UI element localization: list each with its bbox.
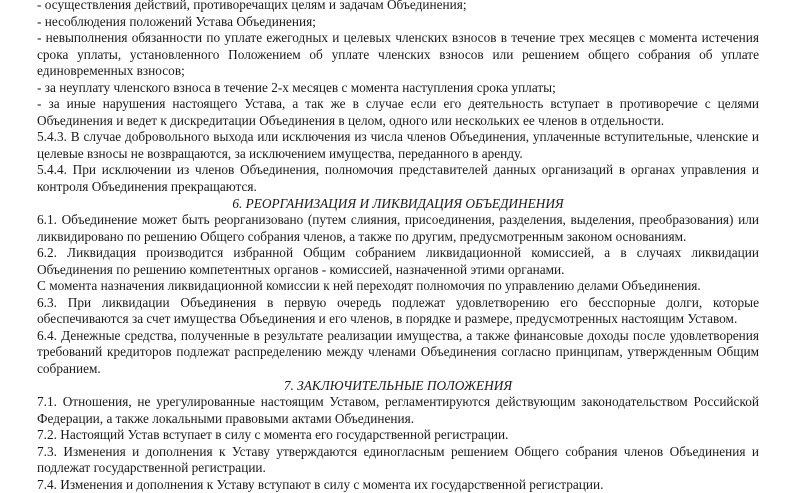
section-6-heading: 6. РЕОРГАНИЗАЦИЯ И ЛИКВИДАЦИЯ ОБЪЕДИНЕНИЯ: [232, 195, 564, 211]
list-item-non-payment: - за неуплату членского взноса в течение 2-х месяцев с момента наступления срока уплаты;: [37, 79, 556, 95]
paragraph-7-4: 7.4. Изменения и дополнения к Уставу вступают в силу с момента их государственной регистрации.: [37, 476, 604, 492]
list-item-actions: - осуществления действий, противоречащих целям и задачам Объединения;: [37, 0, 467, 12]
list-item-non-compliance: - несоблюдения положений Устава Объединения;: [37, 13, 316, 29]
paragraph-7-2: 7.2. Настоящий Устав вступает в силу с момента его государственной регистрации.: [37, 427, 509, 443]
section-7-heading: 7. ЗАКЛЮЧИТЕЛЬНЫЕ ПОЛОЖЕНИЯ: [283, 377, 513, 393]
paragraph-6-2-cont: С момента назначения ликвидационной комиссии к ней переходят полномочия по управлению делами Объединения.: [37, 278, 701, 294]
paragraph-6-4: 6.4. Денежные средства, полученные в результате реализации имущества, а также финансовые доходы после удовлетворения требований кредиторов подлежат распределению между членами Объединения согласно принципам, утвержденным Общим собранием.: [37, 327, 759, 377]
list-item-fees-obligation: - невыполнения обязанности по уплате ежегодных и целевых членских взносов в течение трех месяцев с момента истечения срока уплаты, установленного Положением об уплате членских взносов или решением общего собрания об уплате единовременных взносов;: [37, 30, 759, 79]
paragraph-6-3: 6.3. При ликвидации Объединения в первую очередь подлежат удовлетворению его бесспорные долги, которые обеспечиваются за счет имущества Объединения и его членов, в порядке и размере, предусмотренных настоящим Уставом.: [37, 294, 759, 327]
paragraph-6-2: 6.2. Ликвидация производится избранной Общим собранием ликвидационной комиссией, а в случаях ликвидации Объединения по решению компетентных органов - комиссией, назначенной этими органами.: [37, 245, 759, 277]
document-page: [37, 0, 759, 493]
list-item-other-violations: - за иные нарушения настоящего Устава, а так же в случае если его деятельность вступает в противоречие с целями Объединения и ведет к дискредитации Объединения в целом, одного или нескольких ее членов в отдельности.: [37, 96, 759, 128]
paragraph-7-3: 7.3. Изменения и дополнения к Уставу утверждаются единогласным решением Общего собрания членов Объединения и подлежат государственной регистрации.: [37, 443, 759, 476]
paragraph-6-1: 6.1. Объединение может быть реорганизовано (путем слияния, присоединения, разделения, выделения, преобразования) или ликвидировано по решению Общего собрания членов, а также по другим, предусмотренным законом основаниям.: [37, 212, 759, 244]
paragraph-7-1: 7.1. Отношения, не урегулированные настоящим Уставом, регламентируются действующим законодательством Российской Федерации, а также локальными правовыми актами Объединения.: [37, 394, 759, 426]
paragraph-5-4-3: 5.4.3. В случае добровольного выхода или исключения из числа членов Объединения, уплаченные вступительные, членские и целевые взносы не возвращаются, за исключением имущества, переданного в аренду.: [37, 129, 759, 161]
paragraph-5-4-4: 5.4.4. При исключении из членов Объединения, полномочия представителей данных организаций в органах управления и контроля Объединения прекращаются.: [37, 162, 759, 195]
